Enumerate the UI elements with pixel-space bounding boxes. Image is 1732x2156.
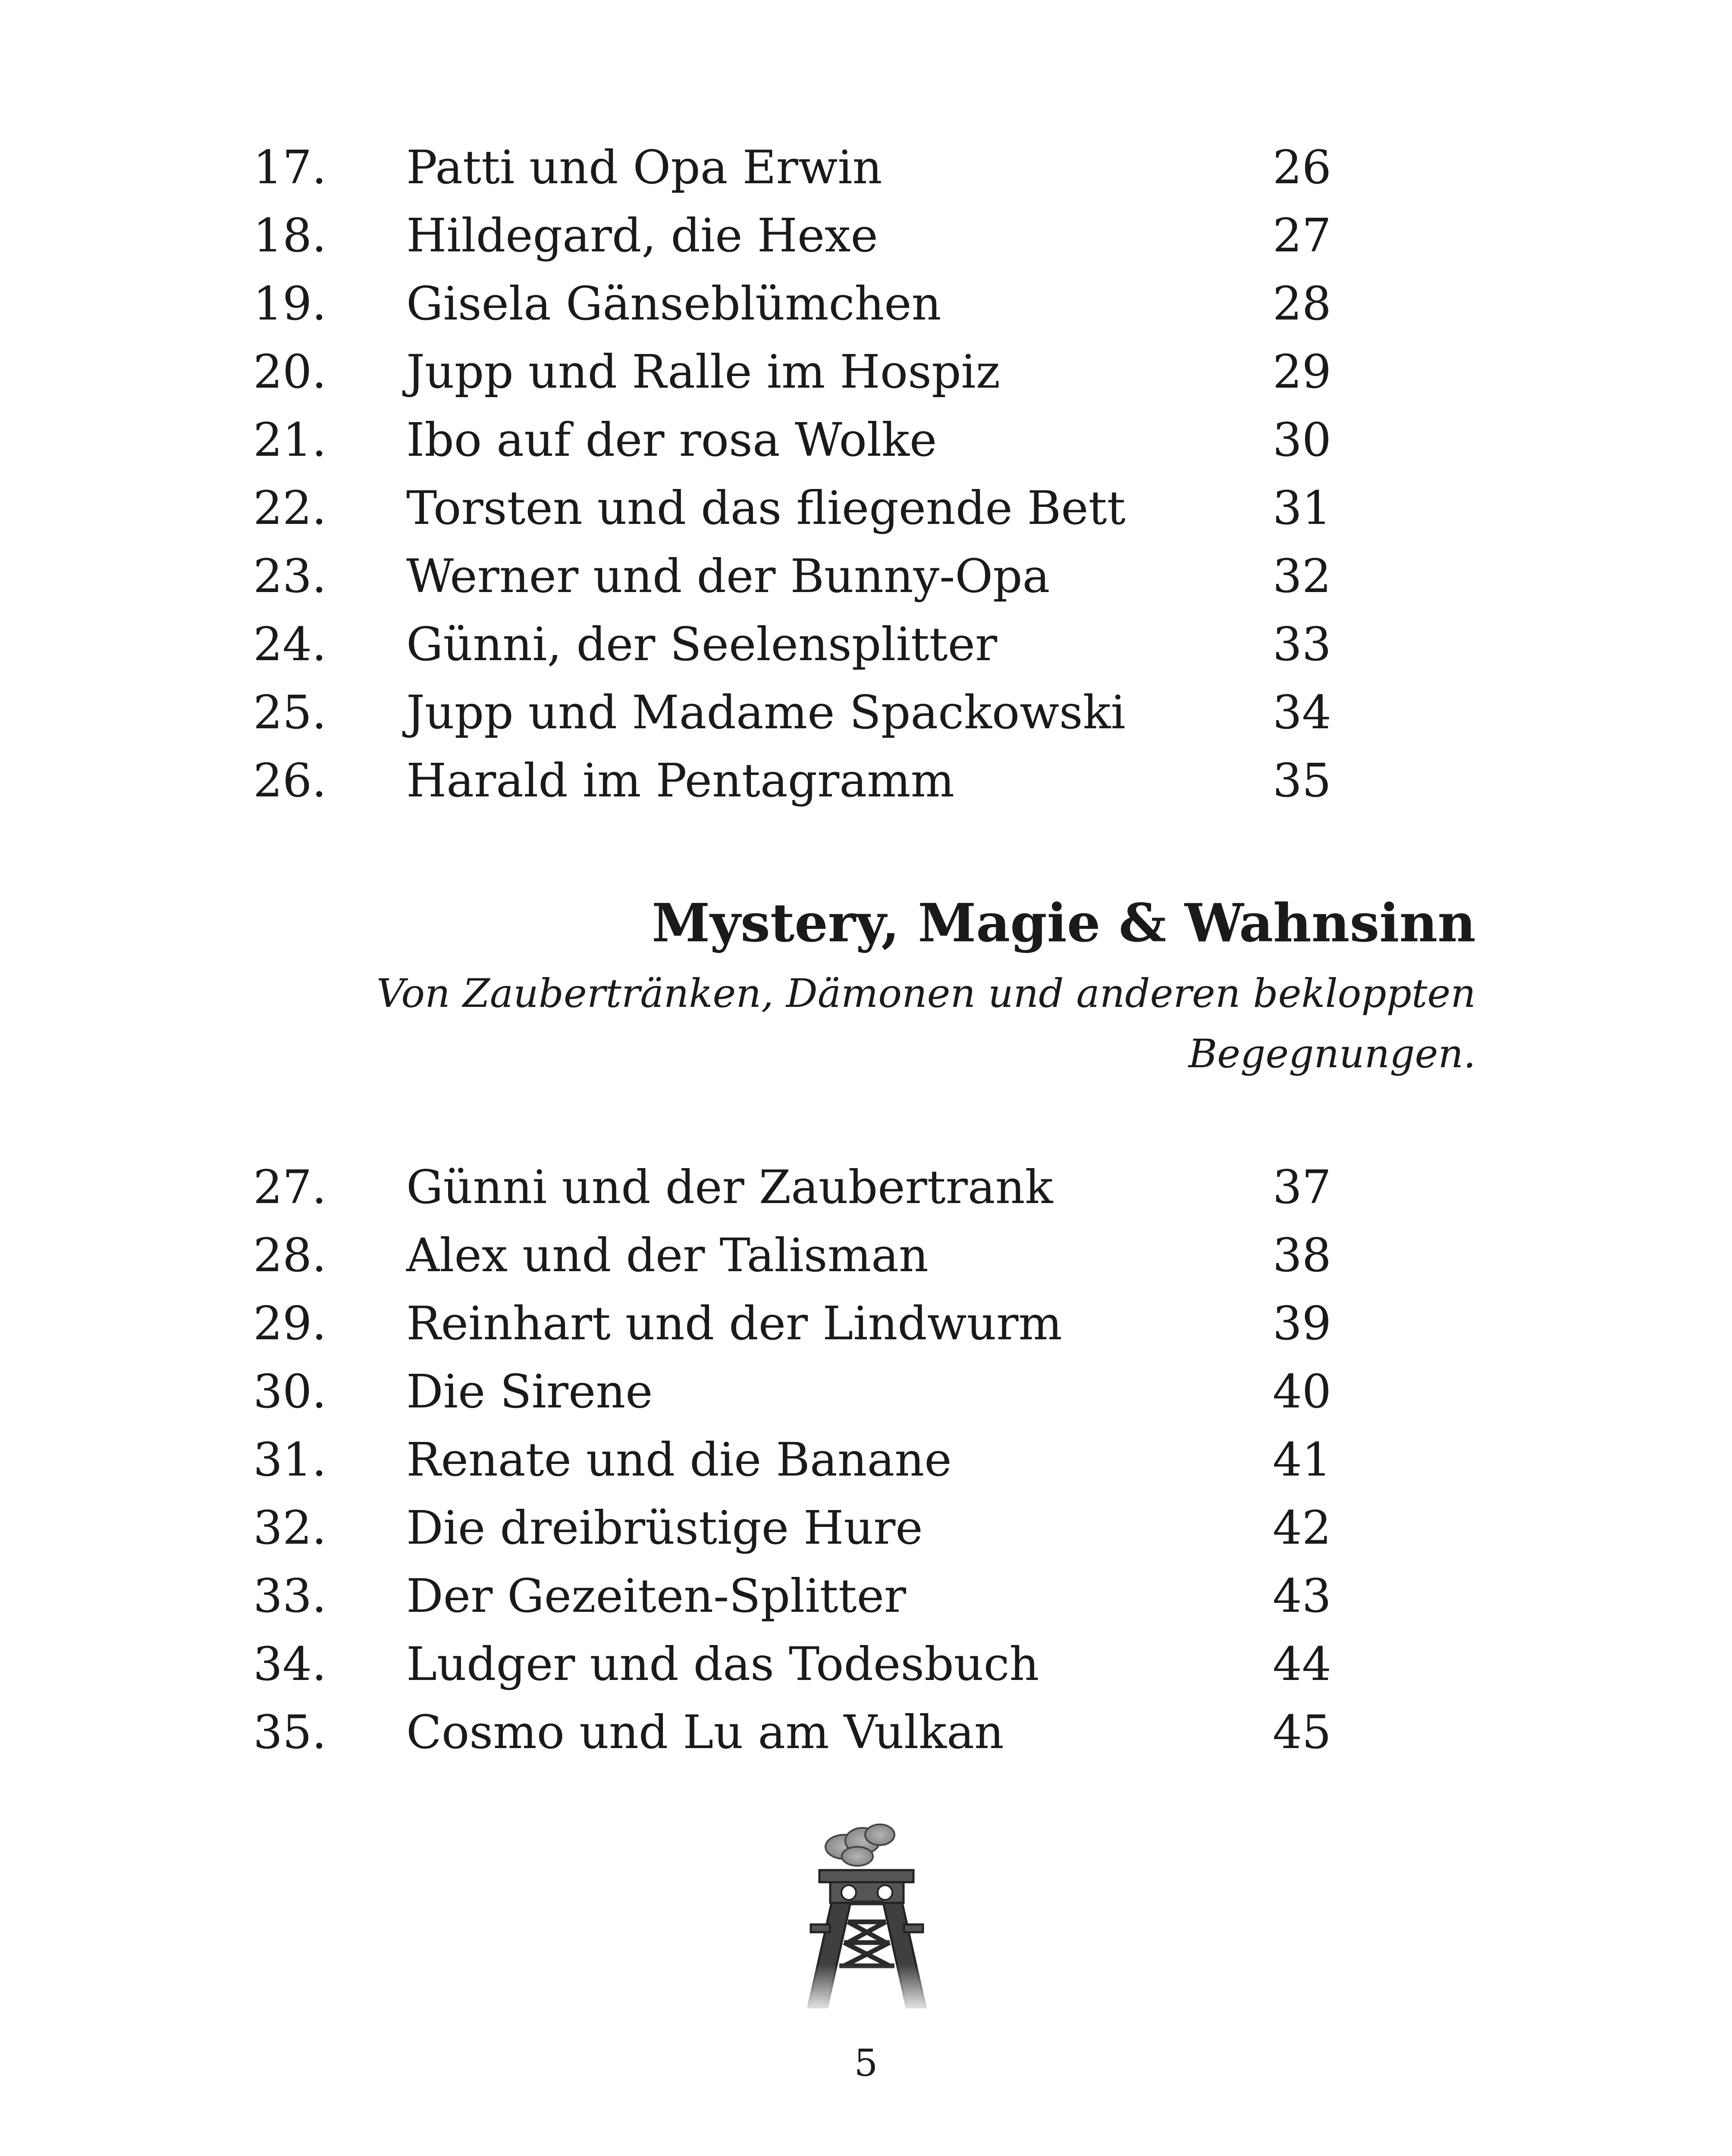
toc-entry-page: 43 xyxy=(1272,1570,1331,1623)
toc-entry-number: 26. xyxy=(253,754,327,808)
mine-headframe-icon xyxy=(794,1822,940,2016)
toc-entry-page: 44 xyxy=(1272,1638,1331,1691)
toc-entry-number: 27. xyxy=(253,1161,327,1214)
toc-list-part-2 xyxy=(253,1153,1331,1767)
toc-entry-page: 30 xyxy=(1272,414,1331,467)
toc-entry-title: Alex und der Talisman xyxy=(406,1229,929,1282)
toc-entry-number: 35. xyxy=(253,1706,327,1759)
toc-entry-title: Günni, der Seelensplitter xyxy=(406,618,998,671)
toc-entry-title: Der Gezeiten-Splitter xyxy=(406,1570,907,1623)
toc-entry-page: 45 xyxy=(1272,1706,1331,1759)
toc-entry-title: Gisela Gänseblümchen xyxy=(406,277,941,331)
toc-entry xyxy=(253,747,1331,815)
toc-entry-title: Torsten und das fliegende Bett xyxy=(406,482,1126,535)
toc-entry-title: Werner und der Bunny-Opa xyxy=(406,550,1050,603)
section-subtitle xyxy=(182,964,1476,1084)
toc-entry-page: 42 xyxy=(1272,1501,1331,1555)
toc-entry-title: Reinhart und der Lindwurm xyxy=(406,1297,1062,1351)
toc-entry-number: 19. xyxy=(253,277,327,331)
toc-entry-title: Ludger und das Todesbuch xyxy=(406,1638,1039,1691)
toc-entry-title: Harald im Pentagramm xyxy=(406,754,955,808)
toc-entry-number: 21. xyxy=(253,414,327,467)
toc-entry-page: 39 xyxy=(1272,1297,1331,1351)
toc-entry xyxy=(253,1426,1331,1494)
toc-entry-number: 34. xyxy=(253,1638,327,1691)
toc-entry-page: 33 xyxy=(1272,618,1331,671)
toc-entry-number: 20. xyxy=(253,345,327,399)
toc-entry-number: 28. xyxy=(253,1229,327,1282)
toc-entry xyxy=(253,1494,1331,1562)
toc-entry xyxy=(253,338,1331,406)
toc-entry xyxy=(253,406,1331,474)
toc-entry xyxy=(253,1698,1331,1767)
toc-entry-page: 40 xyxy=(1272,1365,1331,1419)
toc-list-part-1 xyxy=(253,134,1331,815)
toc-entry-number: 18. xyxy=(253,209,327,263)
toc-entry-number: 33. xyxy=(253,1570,327,1623)
toc-entry-title: Hildegard, die Hexe xyxy=(406,209,878,263)
toc-entry-title: Die dreibrüstige Hure xyxy=(406,1501,923,1555)
toc-entry-title: Patti und Opa Erwin xyxy=(406,141,882,194)
toc-entry-number: 25. xyxy=(253,686,327,740)
toc-entry-title: Jupp und Madame Spackowski xyxy=(406,686,1126,740)
toc-entry-title: Günni und der Zaubertrank xyxy=(406,1161,1053,1214)
toc-entry-page: 37 xyxy=(1272,1161,1331,1214)
toc-entry-number: 24. xyxy=(253,618,327,671)
toc-entry-page: 28 xyxy=(1272,277,1331,331)
toc-entry-number: 23. xyxy=(253,550,327,603)
toc-entry-title: Renate und die Banane xyxy=(406,1433,952,1487)
toc-entry xyxy=(253,1222,1331,1290)
toc-entry-title: Die Sirene xyxy=(406,1365,653,1419)
toc-entry xyxy=(253,1630,1331,1698)
toc-entry-number: 17. xyxy=(253,141,327,194)
toc-entry-page: 34 xyxy=(1272,686,1331,740)
toc-entry xyxy=(253,542,1331,611)
toc-entry xyxy=(253,1562,1331,1630)
toc-entry xyxy=(253,611,1331,679)
toc-entry-number: 31. xyxy=(253,1433,327,1487)
toc-entry-number: 32. xyxy=(253,1501,327,1555)
toc-entry xyxy=(253,202,1331,270)
toc-entry xyxy=(253,270,1331,338)
toc-entry-title: Jupp und Ralle im Hospiz xyxy=(406,345,1001,399)
toc-entry-number: 22. xyxy=(253,482,327,535)
section-heading xyxy=(182,890,1476,1084)
section-subtitle-line: Begegnungen. xyxy=(1188,1031,1476,1077)
toc-entry-number: 30. xyxy=(253,1365,327,1419)
page-number: 5 xyxy=(854,2042,878,2085)
toc-entry xyxy=(253,1358,1331,1426)
section-title: Mystery, Magie & Wahnsinn xyxy=(652,892,1476,954)
toc-entry-page: 38 xyxy=(1272,1229,1331,1282)
toc-entry-number: 29. xyxy=(253,1297,327,1351)
toc-entry-page: 31 xyxy=(1272,482,1331,535)
toc-entry-page: 29 xyxy=(1272,345,1331,399)
toc-entry-title: Ibo auf der rosa Wolke xyxy=(406,414,937,467)
toc-entry-page: 32 xyxy=(1272,550,1331,603)
toc-entry xyxy=(253,474,1331,542)
toc-entry-page: 35 xyxy=(1272,754,1331,808)
toc-entry-page: 26 xyxy=(1272,141,1331,194)
toc-entry-title: Cosmo und Lu am Vulkan xyxy=(406,1706,1004,1759)
toc-entry-page: 27 xyxy=(1272,209,1331,263)
toc-entry xyxy=(253,1290,1331,1358)
toc-entry xyxy=(253,679,1331,747)
toc-entry xyxy=(253,1153,1331,1222)
section-subtitle-line: Von Zaubertränken, Dämonen und anderen bekloppten xyxy=(377,971,1476,1016)
toc-entry-page: 41 xyxy=(1272,1433,1331,1487)
toc-entry xyxy=(253,134,1331,202)
